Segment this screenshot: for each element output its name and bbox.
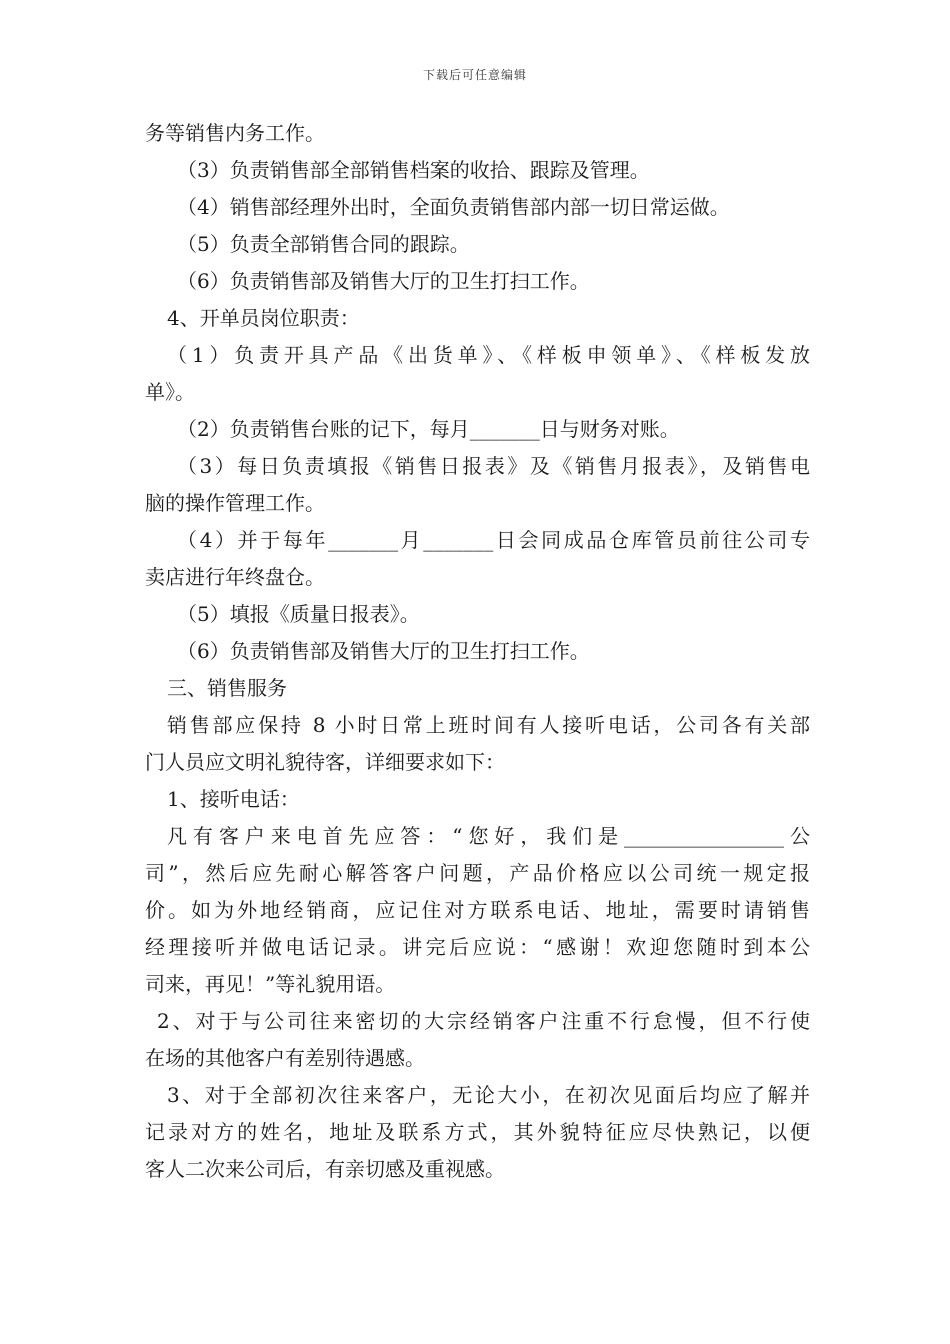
text-line: 司来，再见！”等礼貌用语。: [145, 972, 396, 996]
text-line: （4）并于每年_______月_______日会同成品仓库管员前往公司专: [177, 528, 810, 552]
text-line: （6）负责销售部及销售大厅的卫生打扫工作。: [177, 639, 590, 663]
text-line: 司”，然后应先耐心解答客户问题，产品价格应以公司统一规定报: [145, 861, 810, 885]
text-line: 凡有客户来电首先应答：“您好，我们是________________公: [167, 824, 810, 848]
text-line: 2、对于与公司往来密切的大宗经销客户注重不行怠慢，但不行使: [157, 1009, 810, 1033]
text-line: 三、销售服务: [167, 676, 287, 700]
text-line: 4、开单员岗位职责：: [167, 306, 360, 330]
text-line: 门人员应文明礼貌待客，详细要求如下：: [145, 750, 505, 774]
text-line: （3）每日负责填报《销售日报表》及《销售月报表》，及销售电: [177, 454, 810, 478]
text-line: （4）销售部经理外出时，全面负责销售部内部一切日常运做。: [177, 195, 730, 219]
text-line: 客人二次来公司后，有亲切感及重视感。: [145, 1157, 505, 1181]
text-line: （5）负责全部销售合同的跟踪。: [177, 232, 470, 256]
text-line: （6）负责销售部及销售大厅的卫生打扫工作。: [177, 269, 590, 293]
page-header: 下载后可任意编辑: [422, 68, 527, 82]
text-line: 单》。: [145, 380, 195, 404]
text-line: 脑的操作管理工作。: [145, 491, 325, 515]
text-line: 卖店进行年终盘仓。: [145, 565, 325, 589]
text-line: 务等销售内务工作。: [145, 121, 325, 145]
text-line: 在场的其他客户有差别待遇感。: [145, 1046, 425, 1070]
text-line: 1、接听电话：: [167, 787, 300, 811]
document-body: [145, 115, 810, 1188]
text-line: 销售部应保持 8 小时日常上班时间有人接听电话，公司各有关部: [167, 713, 810, 737]
text-line: （2）负责销售台账的记下，每月_______日与财务对账。: [177, 417, 680, 441]
text-line: 经理接听并做电话记录。讲完后应说：“感谢！欢迎您随时到本公: [145, 935, 810, 959]
text-line: 3、对于全部初次往来客户，无论大小，在初次见面后均应了解并: [167, 1083, 810, 1107]
text-line: （1）负责开具产品《出货单》、《样板申领单》、《样板发放: [167, 343, 810, 367]
text-line: （5）填报《质量日报表》。: [177, 602, 420, 626]
text-line: （3）负责销售部全部销售档案的收拾、跟踪及管理。: [177, 158, 650, 182]
text-line: 价。如为外地经销商，应记住对方联系电话、地址，需要时请销售: [145, 898, 810, 922]
text-line: 记录对方的姓名，地址及联系方式，其外貌特征应尽快熟记，以便: [145, 1120, 810, 1144]
